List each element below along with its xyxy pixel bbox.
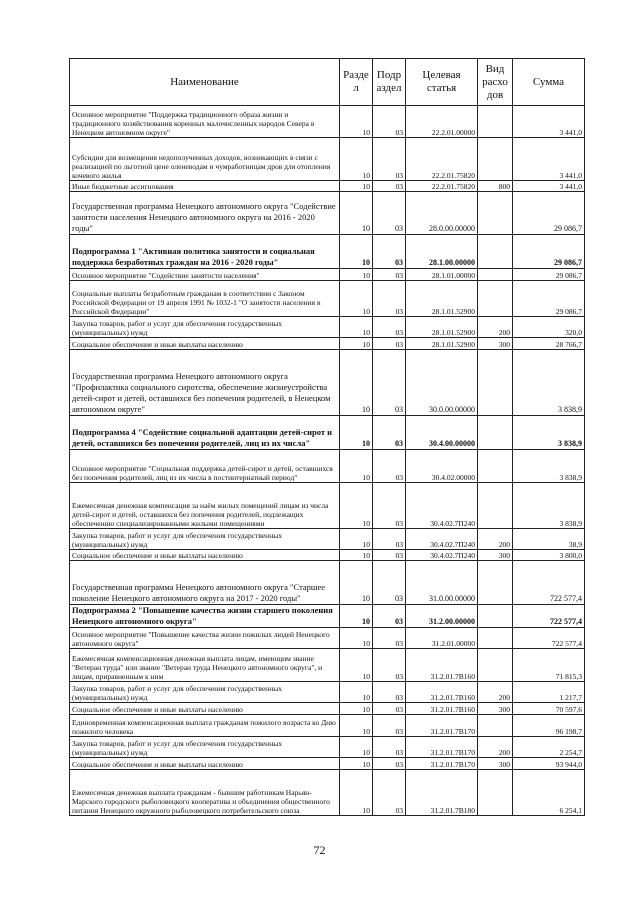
- table-row: [70, 138, 585, 181]
- cell-expense-type: 800: [478, 181, 513, 192]
- table-row: [70, 350, 585, 416]
- cell-sum: 3 838,9: [513, 483, 585, 529]
- cell-name: Основное мероприятие "Содействие занятости населения": [70, 269, 340, 281]
- table-header-row: [70, 59, 585, 106]
- table-row: [70, 737, 585, 758]
- cell-target-article: 31.0.00.00000: [406, 561, 478, 605]
- cell-target-article: 31.2.01.7В160: [406, 703, 478, 715]
- cell-target-article: 31.2.01.7В170: [406, 758, 478, 770]
- cell-expense-type: 200: [478, 737, 513, 758]
- cell-name: Единовременная компенсационная выплата гражданам пожилого возраста ко Дню пожилого человека: [70, 715, 340, 737]
- cell-sum: 320,0: [513, 317, 585, 338]
- cell-podrazdel: 03: [373, 416, 406, 450]
- cell-expense-type: [478, 561, 513, 605]
- table-row: [70, 758, 585, 770]
- table-row: [70, 550, 585, 561]
- cell-sum: 3 441,0: [513, 106, 585, 138]
- cell-razdel: 10: [340, 269, 373, 281]
- table-row: [70, 628, 585, 649]
- cell-podrazdel: 03: [373, 192, 406, 235]
- cell-expense-type: [478, 605, 513, 628]
- table-row: [70, 192, 585, 235]
- cell-podrazdel: 03: [373, 483, 406, 529]
- cell-target-article: 30.4.02.7П240: [406, 550, 478, 561]
- cell-podrazdel: 03: [373, 715, 406, 737]
- cell-razdel: 10: [340, 106, 373, 138]
- cell-expense-type: [478, 416, 513, 450]
- cell-expense-type: 300: [478, 338, 513, 350]
- cell-podrazdel: 03: [373, 770, 406, 816]
- cell-podrazdel: 03: [373, 450, 406, 483]
- cell-podrazdel: 03: [373, 181, 406, 192]
- cell-podrazdel: 03: [373, 281, 406, 317]
- cell-podrazdel: 03: [373, 529, 406, 550]
- cell-target-article: 30.0.00.00000: [406, 350, 478, 416]
- cell-sum: 29 086,7: [513, 281, 585, 317]
- table-row: [70, 703, 585, 715]
- cell-sum: 6 254,1: [513, 770, 585, 816]
- table-row: [70, 450, 585, 483]
- cell-razdel: 10: [340, 281, 373, 317]
- cell-podrazdel: 03: [373, 758, 406, 770]
- cell-sum: 93 944,0: [513, 758, 585, 770]
- cell-target-article: 28.1.01.52900: [406, 338, 478, 350]
- cell-razdel: 10: [340, 350, 373, 416]
- cell-name: Государственная программа Ненецкого автономного округа "Профилактика социального сиротства, обеспечение жизнеустройства детей-сирот и детей, оставшихся без попечения родителей, в Ненецком автономном округе": [70, 350, 340, 416]
- cell-name: Государственная программа Ненецкого автономного округа "Старшее поколение Ненецкого автономного округа на 2017 - 2020 годы": [70, 561, 340, 605]
- cell-razdel: 10: [340, 703, 373, 715]
- cell-expense-type: 200: [478, 682, 513, 703]
- header-expense-type: Вид расхо дов: [478, 59, 513, 106]
- cell-target-article: 30.4.02.7П240: [406, 529, 478, 550]
- cell-target-article: 31.2.00.00000: [406, 605, 478, 628]
- table-row: [70, 416, 585, 450]
- cell-sum: 3 441,0: [513, 138, 585, 181]
- cell-razdel: 10: [340, 192, 373, 235]
- cell-target-article: 28.0.00.00000: [406, 192, 478, 235]
- cell-podrazdel: 03: [373, 605, 406, 628]
- cell-expense-type: [478, 649, 513, 682]
- header-razdel: Разде л: [340, 59, 373, 106]
- cell-expense-type: [478, 138, 513, 181]
- cell-expense-type: [478, 770, 513, 816]
- cell-podrazdel: 03: [373, 269, 406, 281]
- cell-name: Социальные выплаты безработным гражданам в соответствии с Законом Российской Федерации от 19 апреля 1991 № 1032-1 "О занятости населения в Российской Федерации": [70, 281, 340, 317]
- cell-expense-type: [478, 281, 513, 317]
- cell-expense-type: [478, 269, 513, 281]
- cell-expense-type: [478, 235, 513, 269]
- cell-podrazdel: 03: [373, 703, 406, 715]
- cell-name: Основное мероприятие "Поддержка традиционного образа жизни и традиционного хозяйствования коренных малочисленных народов Севера в Ненецком автономном округе": [70, 106, 340, 138]
- cell-sum: 28 766,7: [513, 338, 585, 350]
- table-row: [70, 181, 585, 192]
- cell-sum: 3 838,9: [513, 450, 585, 483]
- cell-podrazdel: 03: [373, 550, 406, 561]
- cell-razdel: 10: [340, 416, 373, 450]
- cell-razdel: 10: [340, 715, 373, 737]
- cell-name: Ежемесячная компенсационная денежная выплата лицам, имеющим звание "Ветеран труда" или звание "Ветеран труда Ненецкого автономного округа", и лицам, приравненным к ним: [70, 649, 340, 682]
- cell-name: Закупка товаров, работ и услуг для обеспечения государственных (муниципальных) нужд: [70, 682, 340, 703]
- cell-name: Субсидии для возмещения недополученных доходов, возникающих в связи с реализацией по льготной цене оленеводам и чумработницам дров для отопления кочевого жилья: [70, 138, 340, 181]
- cell-target-article: 31.2.01.7В180: [406, 770, 478, 816]
- cell-sum: 722 577,4: [513, 605, 585, 628]
- cell-name: Подпрограмма 4 "Содействие социальной адаптации детей-сирот и детей, оставшихся без попечения родителей, лиц из их числа": [70, 416, 340, 450]
- cell-name: Социальное обеспечение и иные выплаты населению: [70, 758, 340, 770]
- cell-expense-type: 200: [478, 529, 513, 550]
- cell-name: Иные бюджетные ассигнования: [70, 181, 340, 192]
- cell-razdel: 10: [340, 561, 373, 605]
- table-row: [70, 483, 585, 529]
- cell-expense-type: [478, 450, 513, 483]
- cell-razdel: 10: [340, 758, 373, 770]
- cell-expense-type: [478, 628, 513, 649]
- cell-target-article: 30.4.02.00000: [406, 450, 478, 483]
- cell-name: Закупка товаров, работ и услуг для обеспечения государственных (муниципальных) нужд: [70, 737, 340, 758]
- table-body: [70, 106, 585, 816]
- table-row: [70, 235, 585, 269]
- cell-podrazdel: 03: [373, 138, 406, 181]
- cell-expense-type: [478, 350, 513, 416]
- cell-razdel: 10: [340, 649, 373, 682]
- cell-target-article: 28.1.01.52900: [406, 317, 478, 338]
- cell-sum: 29 086,7: [513, 192, 585, 235]
- cell-name: Подпрограмма 1 "Активная политика занятости и социальная поддержка безработных граждан на 2016 - 2020 годы": [70, 235, 340, 269]
- table-row: [70, 605, 585, 628]
- table-row: [70, 281, 585, 317]
- cell-target-article: 31.2.01.7В170: [406, 737, 478, 758]
- cell-podrazdel: 03: [373, 682, 406, 703]
- cell-sum: 722 577,4: [513, 561, 585, 605]
- cell-name: Основное мероприятие "Повышение качества жизни пожилых людей Ненецкого автономного округа": [70, 628, 340, 649]
- cell-name: Ежемесячная денежная выплата гражданам - бывшим работникам Нарьян-Марского городского рыболовецкого кооператива и объединения общественного питания Ненецкого окружного рыболовецкого потребительского союза: [70, 770, 340, 816]
- table-row: [70, 317, 585, 338]
- cell-razdel: 10: [340, 483, 373, 529]
- cell-sum: 3 441,0: [513, 181, 585, 192]
- cell-razdel: 10: [340, 338, 373, 350]
- cell-podrazdel: 03: [373, 737, 406, 758]
- cell-name: Социальное обеспечение и иные выплаты населению: [70, 338, 340, 350]
- table-row: [70, 561, 585, 605]
- cell-name: Государственная программа Ненецкого автономного округа "Содействие занятости населения Ненецкого автономного округа на 2016 - 2020 годы": [70, 192, 340, 235]
- cell-expense-type: 200: [478, 317, 513, 338]
- cell-sum: 29 086,7: [513, 235, 585, 269]
- cell-target-article: 22.2.01.00000: [406, 106, 478, 138]
- cell-razdel: 10: [340, 138, 373, 181]
- cell-target-article: 31.2.01.00000: [406, 628, 478, 649]
- cell-sum: 29 086,7: [513, 269, 585, 281]
- cell-razdel: 10: [340, 628, 373, 649]
- cell-name: Ежемесячная денежная компенсация за наём жилых помещений лицам из числа детей-сирот и детей, оставшихся без попечения родителей, подлежащих обеспечению специализированными жилыми помещениями: [70, 483, 340, 529]
- cell-razdel: 10: [340, 181, 373, 192]
- cell-podrazdel: 03: [373, 235, 406, 269]
- cell-razdel: 10: [340, 529, 373, 550]
- cell-sum: 3 838,9: [513, 416, 585, 450]
- header-target-article: Целевая статья: [406, 59, 478, 106]
- cell-expense-type: 300: [478, 550, 513, 561]
- budget-table: [69, 58, 585, 816]
- cell-target-article: 28.1.00.00000: [406, 235, 478, 269]
- cell-name: Закупка товаров, работ и услуг для обеспечения государственных (муниципальных) нужд: [70, 317, 340, 338]
- cell-target-article: 30.4.00.00000: [406, 416, 478, 450]
- page-number: 72: [313, 843, 326, 857]
- cell-razdel: 10: [340, 235, 373, 269]
- cell-target-article: 22.2.01.75820: [406, 138, 478, 181]
- header-podrazdel: Подр аздел: [373, 59, 406, 106]
- cell-razdel: 10: [340, 682, 373, 703]
- table-row: [70, 529, 585, 550]
- cell-expense-type: [478, 106, 513, 138]
- cell-target-article: 30.4.02.7П240: [406, 483, 478, 529]
- table-row: [70, 269, 585, 281]
- cell-podrazdel: 03: [373, 350, 406, 416]
- header-sum: Сумма: [513, 59, 585, 106]
- cell-name: Социальное обеспечение и иные выплаты населению: [70, 550, 340, 561]
- header-name: Наименование: [70, 59, 340, 106]
- cell-sum: 2 254,7: [513, 737, 585, 758]
- cell-razdel: 10: [340, 770, 373, 816]
- cell-expense-type: 300: [478, 758, 513, 770]
- cell-expense-type: [478, 715, 513, 737]
- cell-expense-type: 300: [478, 703, 513, 715]
- cell-sum: 3 800,0: [513, 550, 585, 561]
- cell-target-article: 28.1.01.00000: [406, 269, 478, 281]
- table-row: [70, 770, 585, 816]
- table-row: [70, 338, 585, 350]
- cell-podrazdel: 03: [373, 649, 406, 682]
- table-row: [70, 649, 585, 682]
- cell-razdel: 10: [340, 550, 373, 561]
- cell-sum: 96 198,7: [513, 715, 585, 737]
- cell-target-article: 31.2.01.7В170: [406, 715, 478, 737]
- cell-sum: 722 577,4: [513, 628, 585, 649]
- cell-sum: 38,9: [513, 529, 585, 550]
- cell-expense-type: [478, 483, 513, 529]
- cell-target-article: 31.2.01.7В160: [406, 682, 478, 703]
- cell-target-article: 31.2.01.7В160: [406, 649, 478, 682]
- cell-expense-type: [478, 192, 513, 235]
- table-row: [70, 682, 585, 703]
- cell-podrazdel: 03: [373, 106, 406, 138]
- cell-sum: 1 217,7: [513, 682, 585, 703]
- cell-name: Подпрограмма 2 "Повышение качества жизни старшего поколения Ненецкого автономного округа": [70, 605, 340, 628]
- table-row: [70, 715, 585, 737]
- cell-podrazdel: 03: [373, 561, 406, 605]
- cell-razdel: 10: [340, 317, 373, 338]
- table-row: [70, 106, 585, 138]
- cell-name: Социальное обеспечение и иные выплаты населению: [70, 703, 340, 715]
- cell-podrazdel: 03: [373, 338, 406, 350]
- cell-name: Основное мероприятие "Социальная поддержка детей-сирот и детей, оставшихся без попечения родителей, лиц из их числа в постинтернатный период": [70, 450, 340, 483]
- cell-name: Закупка товаров, работ и услуг для обеспечения государственных (муниципальных) нужд: [70, 529, 340, 550]
- cell-target-article: 28.1.01.52900: [406, 281, 478, 317]
- cell-razdel: 10: [340, 737, 373, 758]
- cell-podrazdel: 03: [373, 628, 406, 649]
- cell-sum: 71 815,3: [513, 649, 585, 682]
- cell-sum: 70 597,6: [513, 703, 585, 715]
- cell-sum: 3 838,9: [513, 350, 585, 416]
- cell-razdel: 10: [340, 605, 373, 628]
- cell-target-article: 22.2.01.75820: [406, 181, 478, 192]
- cell-razdel: 10: [340, 450, 373, 483]
- cell-podrazdel: 03: [373, 317, 406, 338]
